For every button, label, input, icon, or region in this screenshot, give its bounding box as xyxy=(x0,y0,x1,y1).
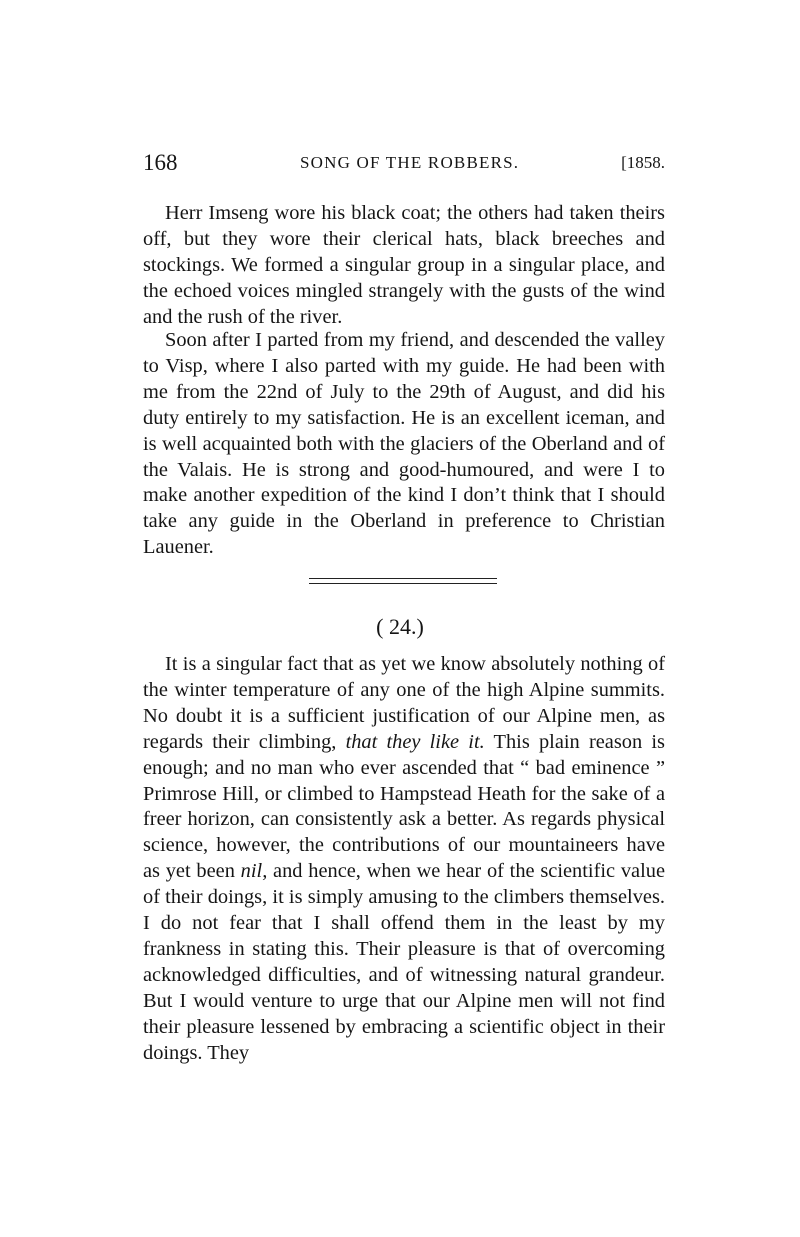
running-title: SONG OF THE ROBBERS. xyxy=(300,153,520,172)
text-run: and hence, when we hear of the scientific value of their doings, it is simply amusing to the climbers themselves. I do not fear that I shall offend them in the least by my frankness in stating this. Their pleasure is that of overcoming acknowledged difficulties, and of witnessing natural grandeur. But I would venture to urge that our Alpine men will not find their pleasure lessened by embracing a scientific object in their doings. They xyxy=(143,860,665,1064)
paragraph-visp: Soon after I parted from my friend, and descended the valley to Visp, where I also parted with my guide. He had been with me from the 22nd of July to the 29th of August, and did his duty entirely to my satisfaction. He is an excellent iceman, and is well acquainted both with the glaciers of the Oberland and of the Valais. He is strong and good-humoured, and were I to make another expedition of the kind I don’t think that I should take any guide in the Oberland in preference to Christian Lauener. xyxy=(143,329,665,559)
page-number: 168 xyxy=(143,150,178,175)
paragraph-winter-temperature xyxy=(143,652,665,1067)
section-divider xyxy=(309,578,497,584)
text-run: This plain reason is enough; and no man who ever ascended that “ bad eminence ” Primrose Hill, or climbed to Hampstead Heath for the sake of a freer horizon, can consistently ask a better. As regards physical science, however, the contributions of our mountaineers have as yet been xyxy=(143,730,665,883)
paragraph-imseng: Herr Imseng wore his black coat; the others had taken theirs off, but they wore their clerical hats, black breeches and stockings. We formed a singular group in a singular place, and the echoed voices mingled strangely with the gusts of the wind and the rush of the river. xyxy=(143,202,665,328)
text-run: It is a singular fact that as yet we know absolutely nothing of the winter temperature of any one of the high Alpine summits. No doubt it is a sufficient justification of our Alpine men, as regards their climbing, xyxy=(143,653,665,753)
italic-word: nil, xyxy=(240,860,268,883)
section-number: ( 24.) xyxy=(376,614,424,639)
running-header xyxy=(143,150,665,180)
header-year: [1858. xyxy=(621,153,665,172)
italic-phrase: that they like it. xyxy=(345,730,485,753)
